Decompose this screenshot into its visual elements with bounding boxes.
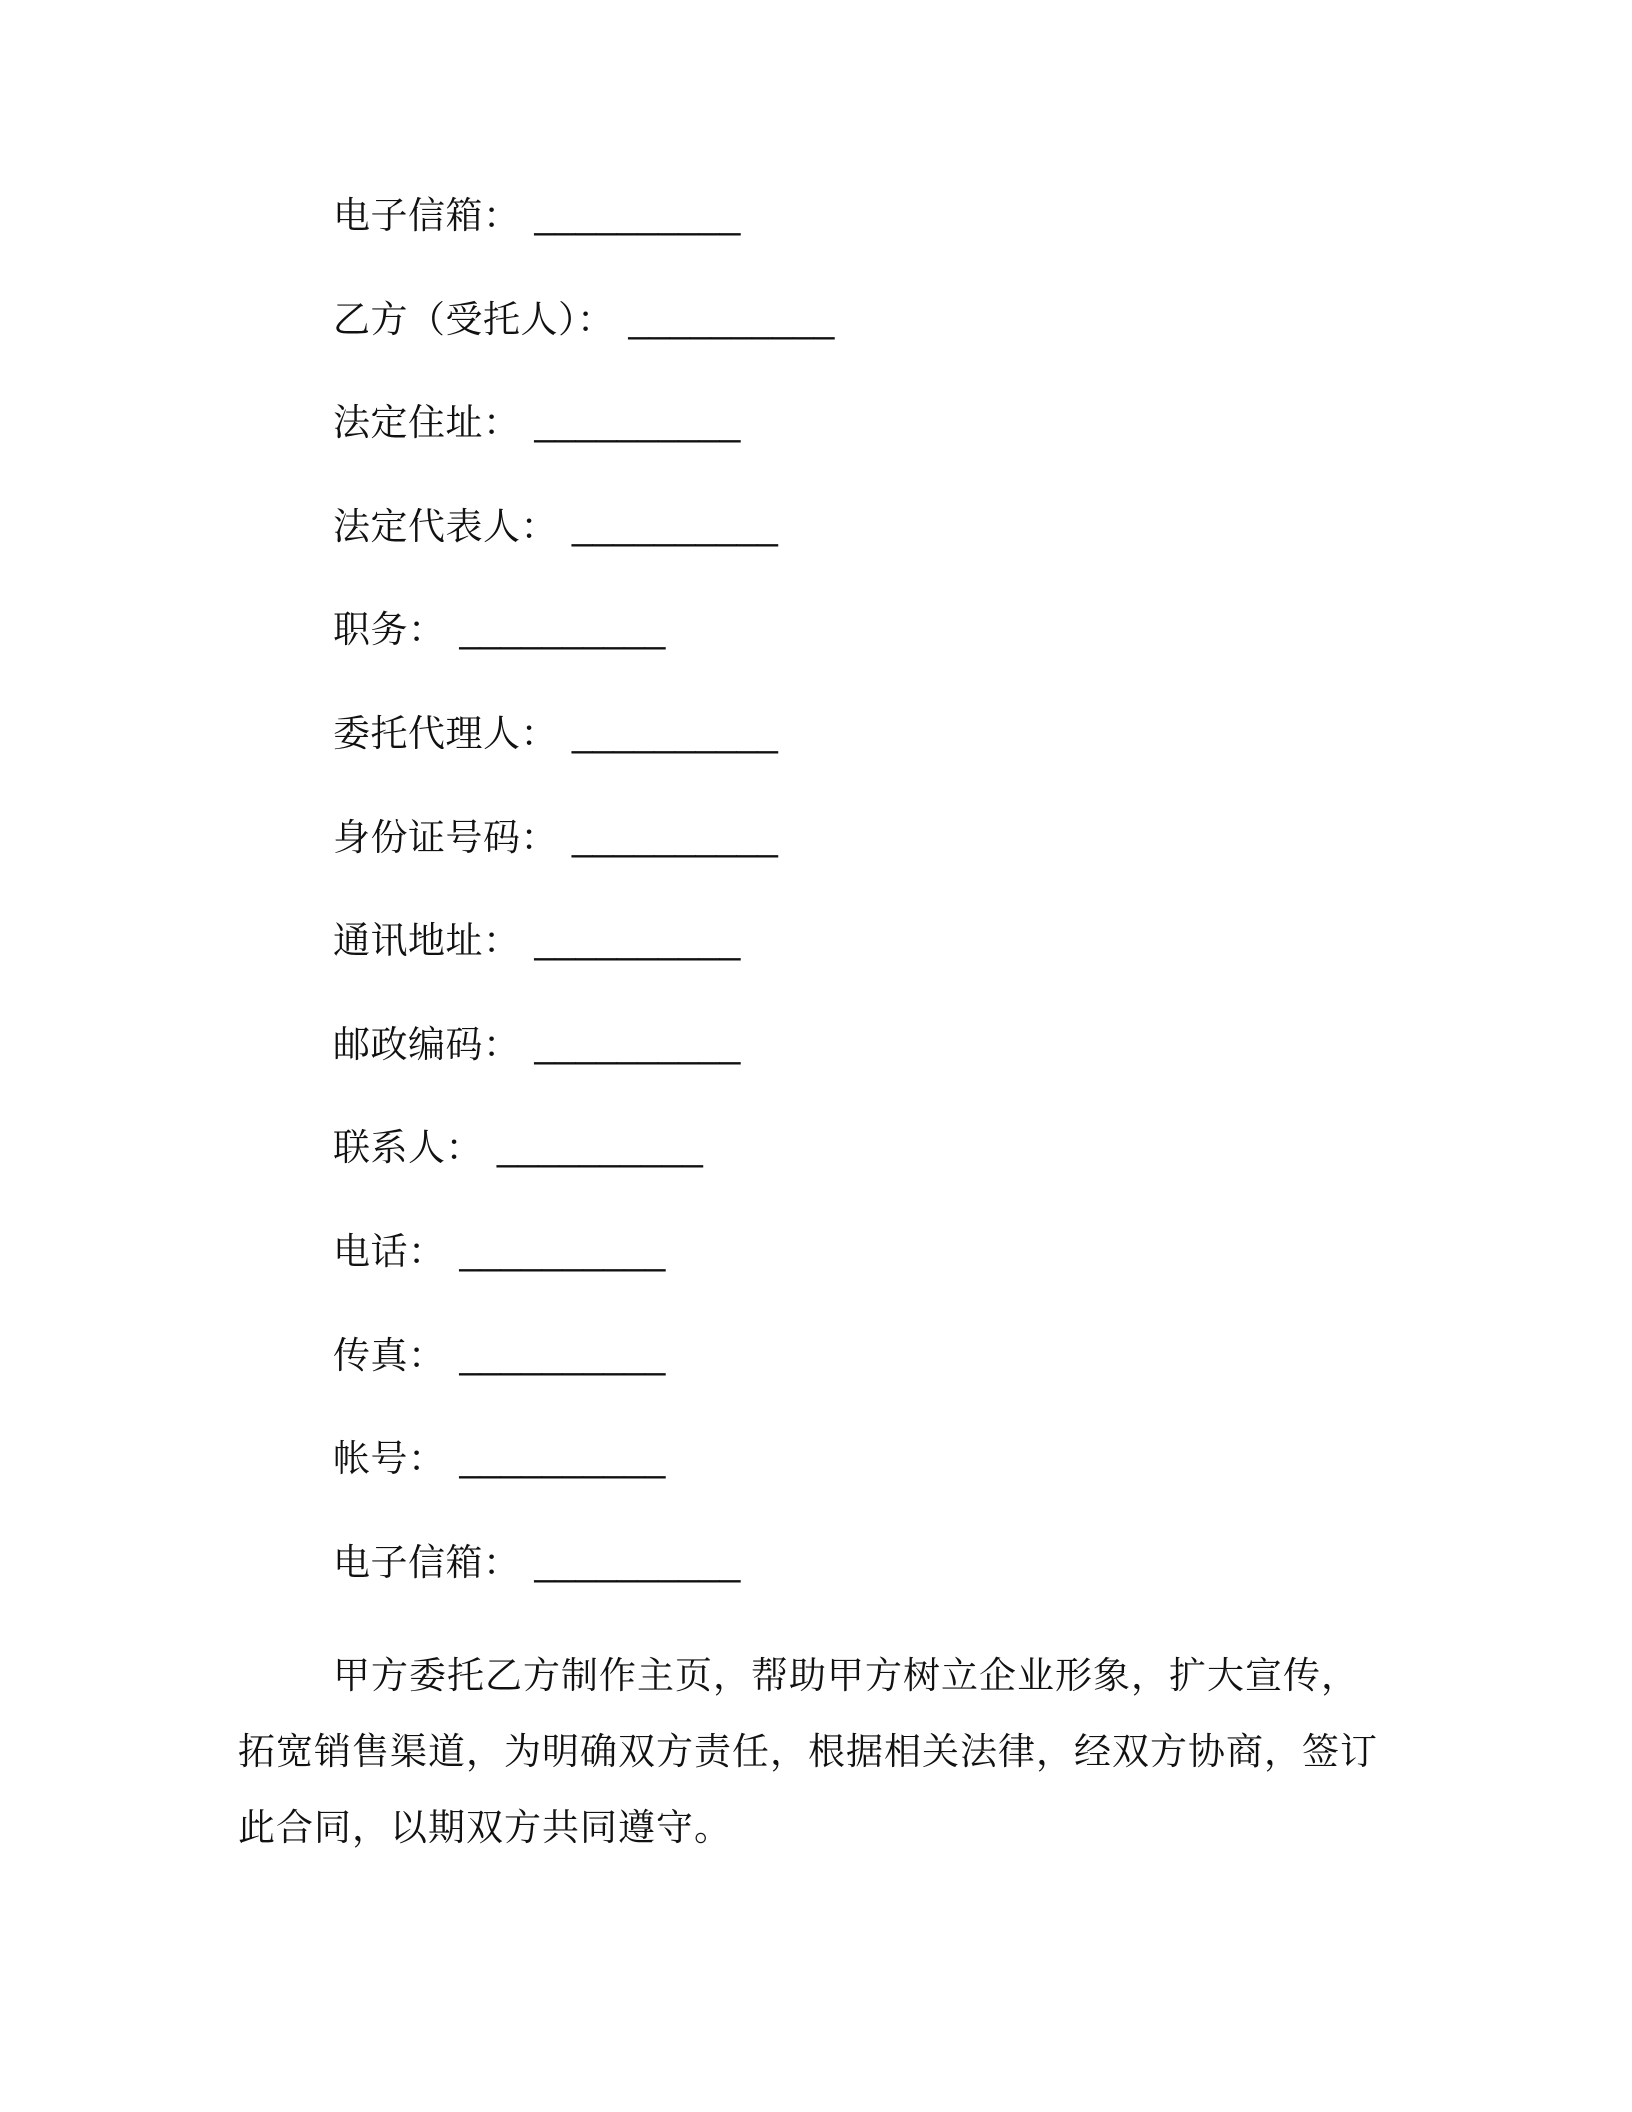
field-label: 职务： — [333, 608, 446, 652]
field-label: 邮政编码： — [333, 1022, 521, 1066]
field-position — [333, 604, 1433, 708]
field-label: 电子信箱： — [333, 1540, 521, 1584]
field-blank: __________ — [459, 1438, 666, 1480]
field-email-1 — [333, 190, 1433, 294]
contract-intro-paragraph: 甲方委托乙方制作主页，帮助甲方树立企业形象，扩大宣传，拓宽销售渠道，为明确双方责任，根据相关法律，经双方协商，签订此合同，以期双方共同遵守。 — [238, 1654, 1378, 1849]
field-blank: __________ — [534, 402, 741, 444]
field-email-2 — [333, 1537, 1433, 1641]
field-mailing-address — [333, 915, 1433, 1019]
field-label: 传真： — [333, 1333, 446, 1377]
field-label: 电话： — [333, 1229, 446, 1273]
field-legal-representative — [333, 501, 1433, 605]
field-blank: __________ — [572, 712, 778, 754]
field-id-number — [333, 812, 1433, 916]
field-blank: __________ — [459, 609, 666, 651]
field-label: 通讯地址： — [333, 919, 521, 963]
field-party-b — [333, 294, 1433, 398]
field-blank: __________ — [628, 298, 835, 340]
field-blank: __________ — [459, 1230, 666, 1272]
field-blank: __________ — [534, 1023, 741, 1065]
field-postal-code — [333, 1019, 1433, 1123]
contract-field-list — [333, 190, 1433, 1640]
field-label: 身份证号码： — [333, 815, 558, 859]
field-contact-person — [333, 1122, 1433, 1226]
field-account — [333, 1433, 1433, 1537]
field-label: 委托代理人： — [333, 711, 558, 755]
field-blank: __________ — [572, 816, 778, 858]
field-fax — [333, 1330, 1433, 1434]
field-label: 法定住址： — [333, 401, 521, 445]
field-phone — [333, 1226, 1433, 1330]
field-blank: __________ — [534, 195, 741, 236]
field-blank: __________ — [459, 1334, 666, 1376]
field-label: 乙方（受托人）： — [333, 297, 615, 341]
field-blank: __________ — [534, 920, 741, 962]
field-blank: __________ — [497, 1127, 703, 1169]
field-label: 法定代表人： — [333, 504, 558, 548]
field-label: 电子信箱： — [333, 194, 521, 237]
field-authorized-agent — [333, 708, 1433, 812]
field-label: 帐号： — [333, 1437, 446, 1481]
field-blank: __________ — [534, 1541, 741, 1583]
field-label: 联系人： — [333, 1126, 483, 1170]
field-blank: __________ — [572, 505, 778, 547]
field-legal-address — [333, 397, 1433, 501]
